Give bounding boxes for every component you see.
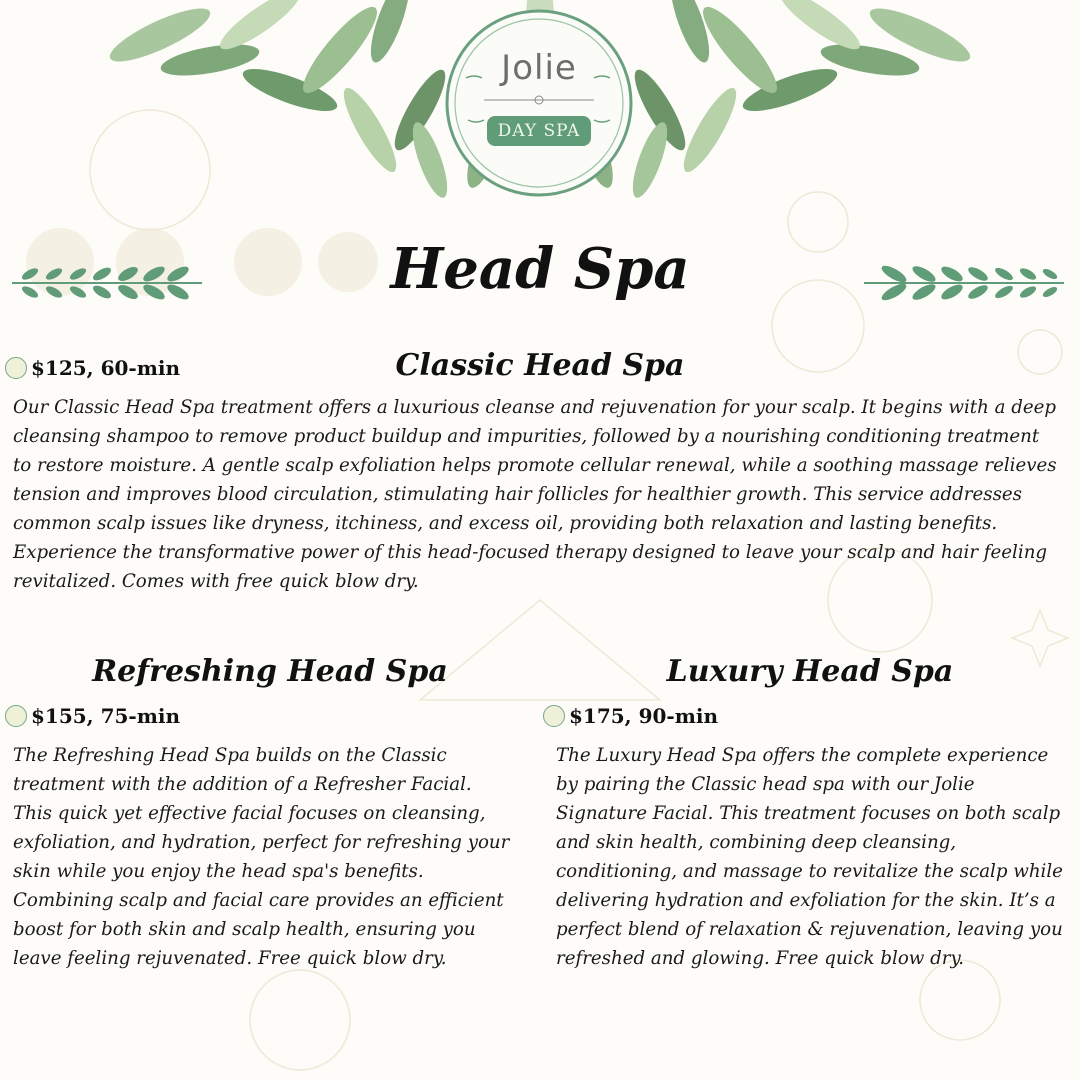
classic-price-row (5, 356, 180, 380)
classic-price: $125, 60-min (31, 356, 181, 380)
refreshing-description: The Refreshing Head Spa builds on the Classic treatment with the addition of a Refresher Facial. This quick yet effective facial focuses on cleansing, exfoliation, and hydration, perfect for refreshing your skin while you enjoy the head spa's benefits. Combining scalp and facial care provides an efficient boost for both skin and scalp health, ensuring you leave feeling rejuvenated. Free quick blow dry. (13, 745, 510, 969)
bullet-dot-icon (543, 705, 565, 727)
page-title: Head Spa (390, 236, 690, 302)
luxury-price: $175, 90-min (569, 704, 719, 728)
refreshing-price-row (5, 704, 180, 728)
luxury-head-spa-title: Luxury Head Spa (666, 654, 954, 689)
bullet-dot-icon (5, 705, 27, 727)
refreshing-price: $155, 75-min (31, 704, 181, 728)
classic-head-spa-title: Classic Head Spa (395, 348, 685, 383)
jolie-day-spa-logo (444, 8, 634, 198)
bullet-dot-icon (5, 357, 27, 379)
luxury-price-row (543, 704, 718, 728)
refreshing-head-spa-title: Refreshing Head Spa (92, 654, 448, 689)
luxury-description: The Luxury Head Spa offers the complete experience by pairing the Classic head spa with our Jolie Signature Facial. This treatment focuses on both scalp and skin health, combining deep cleansing, conditioning, and massage to revitalize the scalp while delivering hydration and exfoliation for the skin. It’s a perfect blend of relaxation & rejuvenation, leaving you refreshed and glowing. Free quick blow dry. (556, 745, 1063, 969)
classic-description: Our Classic Head Spa treatment offers a luxurious cleanse and rejuvenation for your scalp. It begins with a deep cleansing shampoo to remove product buildup and impurities, followed by a nourishing conditioning treatment to restore moisture. A gentle scalp exfoliation helps promote cellular renewal, while a soothing massage relieves tension and improves blood circulation, stimulating hair follicles for healthier growth. This service addresses common scalp issues like dryness, itchiness, and excess oil, providing both relaxation and lasting benefits. Experience the transformative power of this head-focused therapy designed to leave your scalp and hair feeling revitalized. Comes with free quick blow dry. (13, 397, 1057, 592)
logo-wordmark: Jolie (501, 48, 577, 88)
logo-tagline-badge: DAY SPA (487, 116, 591, 146)
